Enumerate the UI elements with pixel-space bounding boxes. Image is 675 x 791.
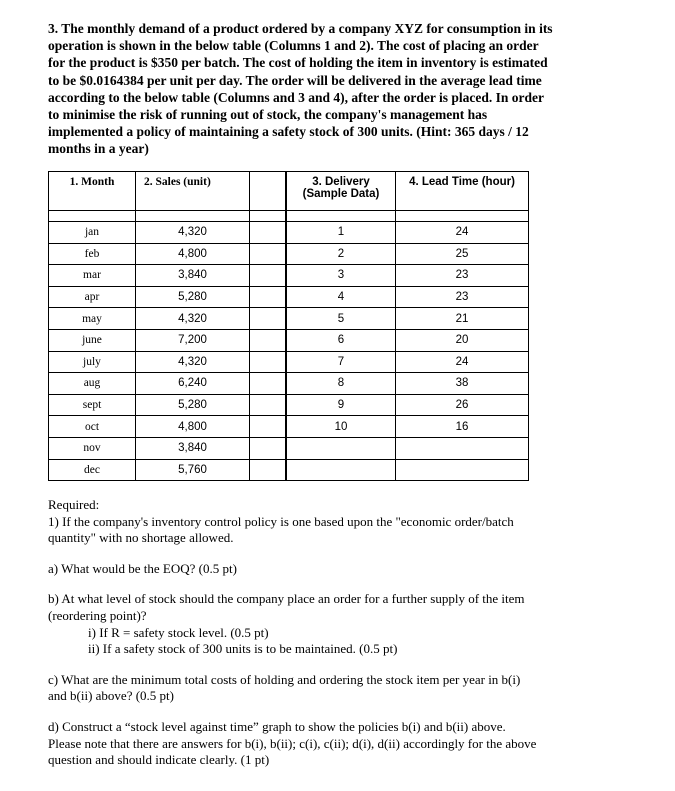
delivery-cell: 10 <box>286 416 396 438</box>
requirements-section <box>48 497 628 769</box>
month-cell: apr <box>49 287 136 309</box>
month-cell: july <box>49 352 136 374</box>
delivery-cell: 1 <box>286 222 396 244</box>
delivery-cell: 7 <box>286 352 396 374</box>
delivery-cell: 5 <box>286 308 396 330</box>
blank-cell <box>250 438 286 460</box>
lead-time-cell: 38 <box>396 373 528 395</box>
lead-time-cell <box>396 438 528 460</box>
sales-cell: 6,240 <box>136 373 250 395</box>
sales-cell: 4,800 <box>136 244 250 266</box>
delivery-cell: 6 <box>286 330 396 352</box>
blank-cell <box>250 222 286 244</box>
header-sales: 2. Sales (unit) <box>136 172 250 211</box>
sales-cell: 3,840 <box>136 438 250 460</box>
question-intro: 3. The monthly demand of a product ordered by a company XYZ for consumption in its operation is shown in the below table (Columns 1 and 2). The cost of placing an order for the product is $350 per batch. The cost of holding the item in inventory is estimated to be $0.0164384 per unit per day. The order will be delivered in the average lead time according to the below table (Columns and 3 and 4), after the order is placed. In order to minimise the risk of running out of stock, the company's management has implemented a policy of maintaining a safety stock of 300 units. (Hint: 365 days / 12 months in a year) <box>48 21 553 157</box>
question-b: b) At what level of stock should the company place an order for a further supply of the item (reordering point)? <box>48 591 525 623</box>
blank-cell <box>250 308 286 330</box>
delivery-cell: 2 <box>286 244 396 266</box>
question-b-ii: ii) If a safety stock of 300 units is to be maintained. (0.5 pt) <box>88 641 398 657</box>
blank-cell <box>250 373 286 395</box>
blank-cell <box>250 460 286 481</box>
month-cell: sept <box>49 395 136 417</box>
month-cell: dec <box>49 460 136 481</box>
required-title: Required: <box>48 497 100 512</box>
table-row <box>49 222 528 244</box>
blank-cell <box>250 330 286 352</box>
lead-time-cell: 24 <box>396 222 528 244</box>
header-blank <box>250 172 286 211</box>
month-cell: may <box>49 308 136 330</box>
blank-cell <box>250 395 286 417</box>
table-row <box>49 308 528 330</box>
delivery-cell <box>286 460 396 481</box>
month-cell: aug <box>49 373 136 395</box>
header-delivery: 3. Delivery (Sample Data) <box>286 172 396 211</box>
sales-cell: 4,800 <box>136 416 250 438</box>
blank-cell <box>250 352 286 374</box>
month-cell: nov <box>49 438 136 460</box>
month-cell: mar <box>49 265 136 287</box>
blank-cell <box>250 265 286 287</box>
table-row <box>49 416 528 438</box>
lead-time-cell: 20 <box>396 330 528 352</box>
sales-cell: 5,280 <box>136 287 250 309</box>
month-cell: oct <box>49 416 136 438</box>
sales-cell: 3,840 <box>136 265 250 287</box>
lead-time-cell: 21 <box>396 308 528 330</box>
table-row <box>49 265 528 287</box>
lead-time-cell: 24 <box>396 352 528 374</box>
table-row <box>49 460 528 481</box>
table-row <box>49 438 528 460</box>
table-spacer-row <box>49 211 528 222</box>
header-month: 1. Month <box>49 172 136 211</box>
month-cell: june <box>49 330 136 352</box>
demand-table <box>48 171 529 481</box>
table-header-row <box>49 172 528 211</box>
question-a: a) What would be the EOQ? (0.5 pt) <box>48 560 237 576</box>
lead-time-cell: 16 <box>396 416 528 438</box>
question-d: d) Construct a “stock level against time” graph to show the policies b(i) and b(ii) above. Please note that there are answers for b(i), b(ii); c(i), c(ii); d(i), d(ii) accordingly for the above question and should indicate clearly. (1 pt) <box>48 718 537 768</box>
sales-cell: 4,320 <box>136 222 250 244</box>
question-c: c) What are the minimum total costs of holding and ordering the stock item per year in b(i) and b(ii) above? (0.5 pt) <box>48 671 521 704</box>
sales-cell: 7,200 <box>136 330 250 352</box>
delivery-cell <box>286 438 396 460</box>
sales-cell: 5,760 <box>136 460 250 481</box>
sales-cell: 5,280 <box>136 395 250 417</box>
table-row <box>49 330 528 352</box>
table-row <box>49 395 528 417</box>
lead-time-cell: 26 <box>396 395 528 417</box>
delivery-cell: 3 <box>286 265 396 287</box>
sales-cell: 4,320 <box>136 308 250 330</box>
table-row <box>49 244 528 266</box>
table-row <box>49 373 528 395</box>
delivery-cell: 9 <box>286 395 396 417</box>
table-row <box>49 287 528 309</box>
table-row <box>49 352 528 374</box>
blank-cell <box>250 244 286 266</box>
lead-time-cell: 23 <box>396 265 528 287</box>
month-cell: feb <box>49 244 136 266</box>
lead-time-cell: 23 <box>396 287 528 309</box>
lead-time-cell: 25 <box>396 244 528 266</box>
delivery-cell: 4 <box>286 287 396 309</box>
month-cell: jan <box>49 222 136 244</box>
blank-cell <box>250 416 286 438</box>
sales-cell: 4,320 <box>136 352 250 374</box>
header-lead-time: 4. Lead Time (hour) <box>396 172 528 211</box>
question-b-i: i) If R = safety stock level. (0.5 pt) <box>88 624 269 640</box>
lead-time-cell <box>396 460 528 481</box>
delivery-cell: 8 <box>286 373 396 395</box>
requirement-1: 1) If the company's inventory control policy is one based upon the "economic order/batch quantity" with no shortage allowed. <box>48 513 514 546</box>
blank-cell <box>250 287 286 309</box>
